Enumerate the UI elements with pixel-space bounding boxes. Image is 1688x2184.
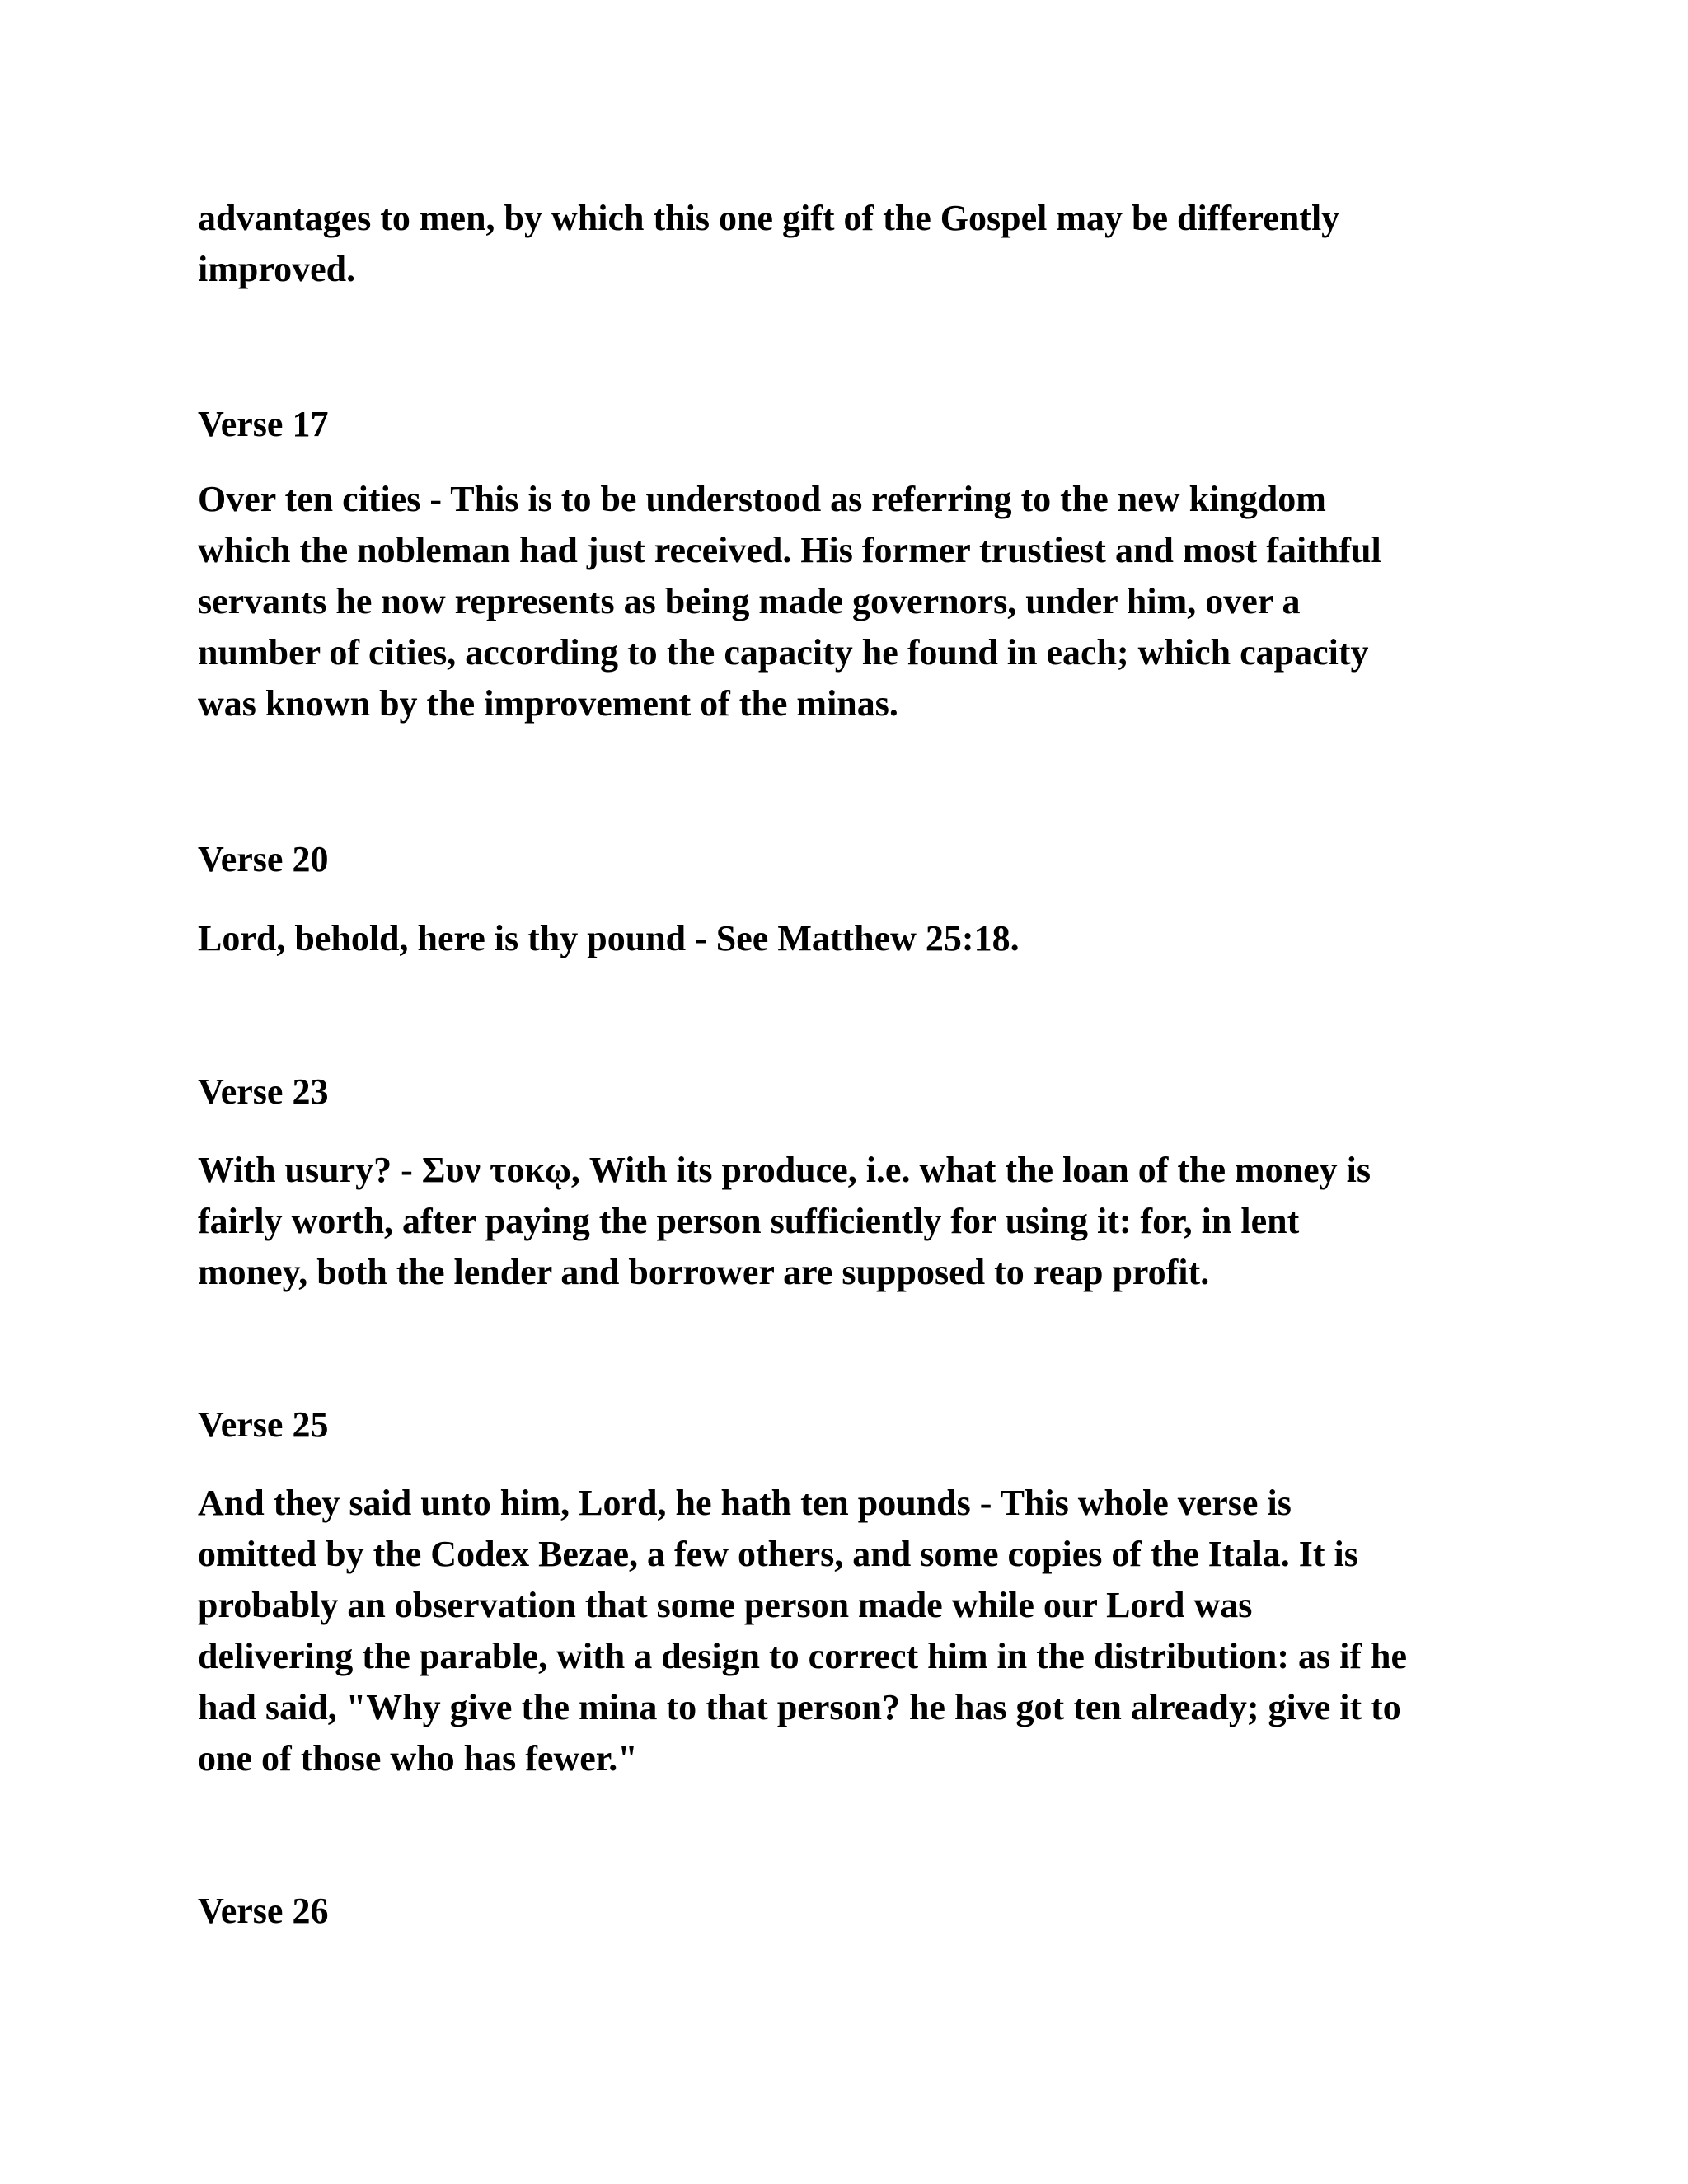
verse-23-paragraph xyxy=(198,1145,1533,1298)
intro-paragraph xyxy=(198,193,1533,295)
paragraph-line: And they said unto him, Lord, he hath ten pounds - This whole verse is xyxy=(198,1483,1292,1523)
paragraph-line: one of those who has fewer." xyxy=(198,1738,638,1779)
paragraph-line: money, both the lender and borrower are supposed to reap profit. xyxy=(198,1252,1210,1292)
paragraph-line: advantages to men, by which this one gift of the Gospel may be differently xyxy=(198,198,1340,238)
paragraph-line: had said, "Why give the mina to that person? he has got ten already; give it to xyxy=(198,1687,1401,1727)
paragraph-line: fairly worth, after paying the person sufficiently for using it: for, in lent xyxy=(198,1201,1300,1241)
paragraph-line: which the nobleman had just received. His former trustiest and most faithful xyxy=(198,530,1381,570)
verse-20-paragraph xyxy=(198,913,1533,964)
verse-17-heading: Verse 17 xyxy=(198,404,329,444)
verse-20-heading: Verse 20 xyxy=(198,839,329,879)
paragraph-line: servants he now represents as being made governors, under him, over a xyxy=(198,581,1301,621)
paragraph-line: probably an observation that some person made while our Lord was xyxy=(198,1585,1253,1625)
verse-26-heading: Verse 26 xyxy=(198,1891,329,1931)
paragraph-line: Lord, behold, here is thy pound - See Matthew 25:18. xyxy=(198,918,1020,958)
paragraph-line: Over ten cities - This is to be understood as referring to the new kingdom xyxy=(198,479,1326,519)
verse-25-heading: Verse 25 xyxy=(198,1404,329,1445)
paragraph-line: omitted by the Codex Bezae, a few others, and some copies of the Itala. It is xyxy=(198,1534,1358,1574)
paragraph-line: improved. xyxy=(198,249,356,289)
paragraph-line: was known by the improvement of the minas. xyxy=(198,683,898,724)
paragraph-line: With usury? - Συν τοκῳ, With its produce, i.e. what the loan of the money is xyxy=(198,1150,1371,1190)
verse-17-paragraph xyxy=(198,474,1533,729)
paragraph-line: number of cities, according to the capacity he found in each; which capacity xyxy=(198,632,1369,673)
verse-23-heading: Verse 23 xyxy=(198,1071,329,1112)
verse-25-paragraph xyxy=(198,1478,1533,1784)
paragraph-line: delivering the parable, with a design to correct him in the distribution: as if he xyxy=(198,1636,1408,1676)
